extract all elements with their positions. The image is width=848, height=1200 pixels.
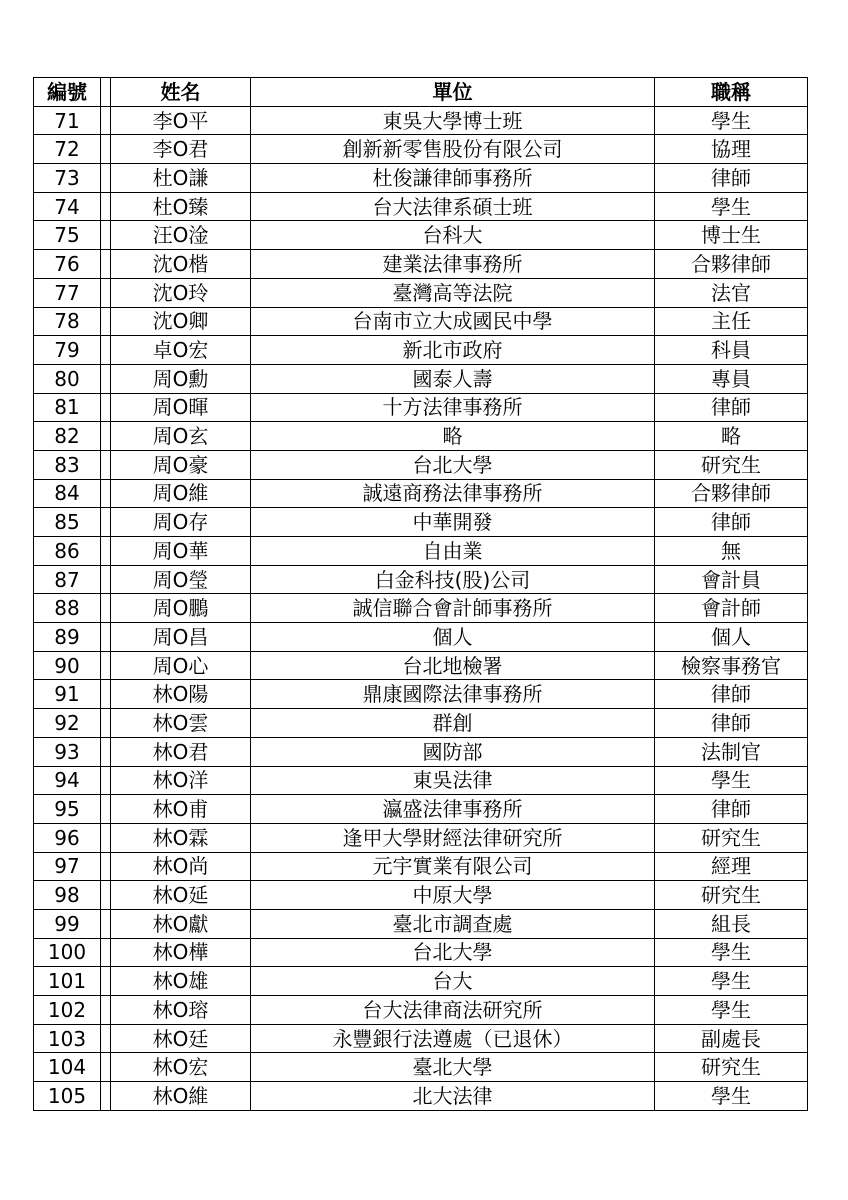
row-title: 協理 (655, 135, 808, 164)
row-title: 會計員 (655, 565, 808, 594)
row-number: 90 (34, 651, 101, 680)
row-title: 學生 (655, 996, 808, 1025)
row-unit: 個人 (251, 623, 655, 652)
row-number: 71 (34, 106, 101, 135)
row-title: 律師 (655, 680, 808, 709)
row-number: 78 (34, 307, 101, 336)
row-gap (101, 909, 111, 938)
row-name: 周O存 (111, 508, 251, 537)
row-gap (101, 594, 111, 623)
row-name: 周O勳 (111, 364, 251, 393)
header-title: 職稱 (655, 78, 808, 107)
row-unit: 誠遠商務法律事務所 (251, 479, 655, 508)
roster-table (33, 77, 808, 1111)
row-name: 林O陽 (111, 680, 251, 709)
row-title: 研究生 (655, 1053, 808, 1082)
row-name: 周O暉 (111, 393, 251, 422)
row-number: 77 (34, 278, 101, 307)
row-title: 律師 (655, 164, 808, 193)
row-title: 無 (655, 537, 808, 566)
row-number: 93 (34, 737, 101, 766)
row-gap (101, 565, 111, 594)
row-unit: 台北地檢署 (251, 651, 655, 680)
row-gap (101, 135, 111, 164)
row-title: 合夥律師 (655, 479, 808, 508)
row-title: 檢察事務官 (655, 651, 808, 680)
row-gap (101, 250, 111, 279)
row-name: 周O瑩 (111, 565, 251, 594)
row-gap (101, 393, 111, 422)
row-number: 72 (34, 135, 101, 164)
row-name: 林O瑢 (111, 996, 251, 1025)
row-title: 律師 (655, 795, 808, 824)
row-title: 學生 (655, 192, 808, 221)
row-unit: 十方法律事務所 (251, 393, 655, 422)
row-number: 75 (34, 221, 101, 250)
header-name: 姓名 (111, 78, 251, 107)
row-gap (101, 766, 111, 795)
row-title: 研究生 (655, 450, 808, 479)
row-name: 林O洋 (111, 766, 251, 795)
row-gap (101, 422, 111, 451)
row-number: 83 (34, 450, 101, 479)
table-row (34, 565, 808, 594)
row-gap (101, 996, 111, 1025)
header-gap (101, 78, 111, 107)
row-gap (101, 336, 111, 365)
row-gap (101, 221, 111, 250)
row-title: 合夥律師 (655, 250, 808, 279)
row-name: 林O雄 (111, 967, 251, 996)
row-title: 經理 (655, 852, 808, 881)
row-number: 99 (34, 909, 101, 938)
row-number: 95 (34, 795, 101, 824)
row-unit: 逢甲大學財經法律研究所 (251, 823, 655, 852)
row-title: 學生 (655, 1082, 808, 1111)
row-title: 博士生 (655, 221, 808, 250)
row-gap (101, 508, 111, 537)
row-name: 周O昌 (111, 623, 251, 652)
row-unit: 中華開發 (251, 508, 655, 537)
row-gap (101, 106, 111, 135)
row-number: 74 (34, 192, 101, 221)
row-unit: 臺北大學 (251, 1053, 655, 1082)
row-unit: 鼎康國際法律事務所 (251, 680, 655, 709)
row-unit: 臺北市調查處 (251, 909, 655, 938)
row-unit: 東吳大學博士班 (251, 106, 655, 135)
table-row (34, 680, 808, 709)
row-gap (101, 623, 111, 652)
table-row (34, 164, 808, 193)
row-name: 杜O謙 (111, 164, 251, 193)
row-name: 汪O淦 (111, 221, 251, 250)
row-number: 79 (34, 336, 101, 365)
row-gap (101, 1024, 111, 1053)
table-row (34, 1024, 808, 1053)
row-unit: 瀛盛法律事務所 (251, 795, 655, 824)
row-title: 科員 (655, 336, 808, 365)
table-row (34, 1082, 808, 1111)
table-row (34, 1053, 808, 1082)
row-number: 84 (34, 479, 101, 508)
row-gap (101, 795, 111, 824)
table-row (34, 967, 808, 996)
row-gap (101, 164, 111, 193)
row-number: 94 (34, 766, 101, 795)
row-unit: 略 (251, 422, 655, 451)
table-row (34, 135, 808, 164)
row-name: 周O玄 (111, 422, 251, 451)
row-unit: 東吳法律 (251, 766, 655, 795)
table-row (34, 938, 808, 967)
row-title: 律師 (655, 709, 808, 738)
row-gap (101, 307, 111, 336)
row-gap (101, 479, 111, 508)
row-number: 89 (34, 623, 101, 652)
row-title: 法制官 (655, 737, 808, 766)
row-number: 97 (34, 852, 101, 881)
table-row (34, 221, 808, 250)
table-row (34, 106, 808, 135)
row-gap (101, 364, 111, 393)
row-unit: 中原大學 (251, 881, 655, 910)
row-gap (101, 278, 111, 307)
row-name: 沈O楷 (111, 250, 251, 279)
row-unit: 台大法律系碩士班 (251, 192, 655, 221)
row-number: 102 (34, 996, 101, 1025)
row-gap (101, 537, 111, 566)
row-title: 律師 (655, 508, 808, 537)
row-unit: 台北大學 (251, 938, 655, 967)
row-number: 82 (34, 422, 101, 451)
row-unit: 永豐銀行法遵處（已退休） (251, 1024, 655, 1053)
row-unit: 群創 (251, 709, 655, 738)
row-unit: 國防部 (251, 737, 655, 766)
table-row (34, 479, 808, 508)
row-gap (101, 651, 111, 680)
row-number: 100 (34, 938, 101, 967)
row-gap (101, 1053, 111, 1082)
row-name: 沈O玲 (111, 278, 251, 307)
table-row (34, 450, 808, 479)
row-title: 組長 (655, 909, 808, 938)
row-number: 92 (34, 709, 101, 738)
row-unit: 杜俊謙律師事務所 (251, 164, 655, 193)
row-title: 主任 (655, 307, 808, 336)
row-gap (101, 1082, 111, 1111)
row-title: 律師 (655, 393, 808, 422)
row-title: 學生 (655, 938, 808, 967)
table-row (34, 737, 808, 766)
row-number: 76 (34, 250, 101, 279)
table-row (34, 651, 808, 680)
row-number: 88 (34, 594, 101, 623)
row-name: 李O平 (111, 106, 251, 135)
row-gap (101, 680, 111, 709)
row-unit: 國泰人壽 (251, 364, 655, 393)
row-name: 林O霖 (111, 823, 251, 852)
row-number: 73 (34, 164, 101, 193)
row-gap (101, 192, 111, 221)
row-unit: 台科大 (251, 221, 655, 250)
table-row (34, 307, 808, 336)
row-name: 林O獻 (111, 909, 251, 938)
roster-body (34, 106, 808, 1110)
row-unit: 新北市政府 (251, 336, 655, 365)
row-unit: 臺灣高等法院 (251, 278, 655, 307)
header-unit: 單位 (251, 78, 655, 107)
row-title: 學生 (655, 766, 808, 795)
row-title: 副處長 (655, 1024, 808, 1053)
row-name: 李O君 (111, 135, 251, 164)
table-row (34, 192, 808, 221)
row-number: 87 (34, 565, 101, 594)
row-name: 周O心 (111, 651, 251, 680)
row-title: 學生 (655, 967, 808, 996)
row-title: 專員 (655, 364, 808, 393)
header-row (34, 78, 808, 107)
row-number: 101 (34, 967, 101, 996)
row-name: 卓O宏 (111, 336, 251, 365)
row-name: 杜O臻 (111, 192, 251, 221)
table-row (34, 537, 808, 566)
table-row (34, 823, 808, 852)
table-row (34, 594, 808, 623)
row-title: 學生 (655, 106, 808, 135)
row-name: 林O宏 (111, 1053, 251, 1082)
table-row (34, 393, 808, 422)
row-number: 105 (34, 1082, 101, 1111)
row-gap (101, 938, 111, 967)
row-title: 研究生 (655, 823, 808, 852)
row-gap (101, 823, 111, 852)
row-title: 研究生 (655, 881, 808, 910)
row-gap (101, 450, 111, 479)
row-title: 個人 (655, 623, 808, 652)
table-row (34, 881, 808, 910)
row-name: 林O甫 (111, 795, 251, 824)
row-unit: 自由業 (251, 537, 655, 566)
row-name: 周O鵬 (111, 594, 251, 623)
row-number: 96 (34, 823, 101, 852)
row-number: 81 (34, 393, 101, 422)
row-unit: 台南市立大成國民中學 (251, 307, 655, 336)
row-name: 沈O卿 (111, 307, 251, 336)
row-number: 98 (34, 881, 101, 910)
table-row (34, 508, 808, 537)
table-row (34, 795, 808, 824)
table-row (34, 909, 808, 938)
table-row (34, 766, 808, 795)
row-number: 103 (34, 1024, 101, 1053)
row-title: 會計師 (655, 594, 808, 623)
row-gap (101, 852, 111, 881)
row-number: 85 (34, 508, 101, 537)
table-row (34, 709, 808, 738)
row-name: 林O延 (111, 881, 251, 910)
row-gap (101, 881, 111, 910)
table-row (34, 996, 808, 1025)
row-number: 86 (34, 537, 101, 566)
row-name: 林O廷 (111, 1024, 251, 1053)
row-gap (101, 709, 111, 738)
row-unit: 創新新零售股份有限公司 (251, 135, 655, 164)
table-row (34, 422, 808, 451)
row-unit: 建業法律事務所 (251, 250, 655, 279)
header-number: 編號 (34, 78, 101, 107)
row-gap (101, 737, 111, 766)
table-row (34, 364, 808, 393)
row-title: 法官 (655, 278, 808, 307)
row-number: 104 (34, 1053, 101, 1082)
row-name: 林O君 (111, 737, 251, 766)
table-row (34, 250, 808, 279)
row-name: 林O尚 (111, 852, 251, 881)
row-name: 周O華 (111, 537, 251, 566)
row-unit: 台北大學 (251, 450, 655, 479)
row-name: 林O維 (111, 1082, 251, 1111)
table-row (34, 852, 808, 881)
table-row (34, 278, 808, 307)
table-row (34, 336, 808, 365)
row-name: 林O樺 (111, 938, 251, 967)
row-number: 91 (34, 680, 101, 709)
row-title: 略 (655, 422, 808, 451)
row-name: 周O維 (111, 479, 251, 508)
row-unit: 白金科技(股)公司 (251, 565, 655, 594)
row-name: 周O豪 (111, 450, 251, 479)
row-unit: 台大 (251, 967, 655, 996)
row-unit: 元宇實業有限公司 (251, 852, 655, 881)
row-unit: 台大法律商法研究所 (251, 996, 655, 1025)
row-unit: 誠信聯合會計師事務所 (251, 594, 655, 623)
row-number: 80 (34, 364, 101, 393)
row-gap (101, 967, 111, 996)
row-name: 林O雲 (111, 709, 251, 738)
row-unit: 北大法律 (251, 1082, 655, 1111)
table-row (34, 623, 808, 652)
